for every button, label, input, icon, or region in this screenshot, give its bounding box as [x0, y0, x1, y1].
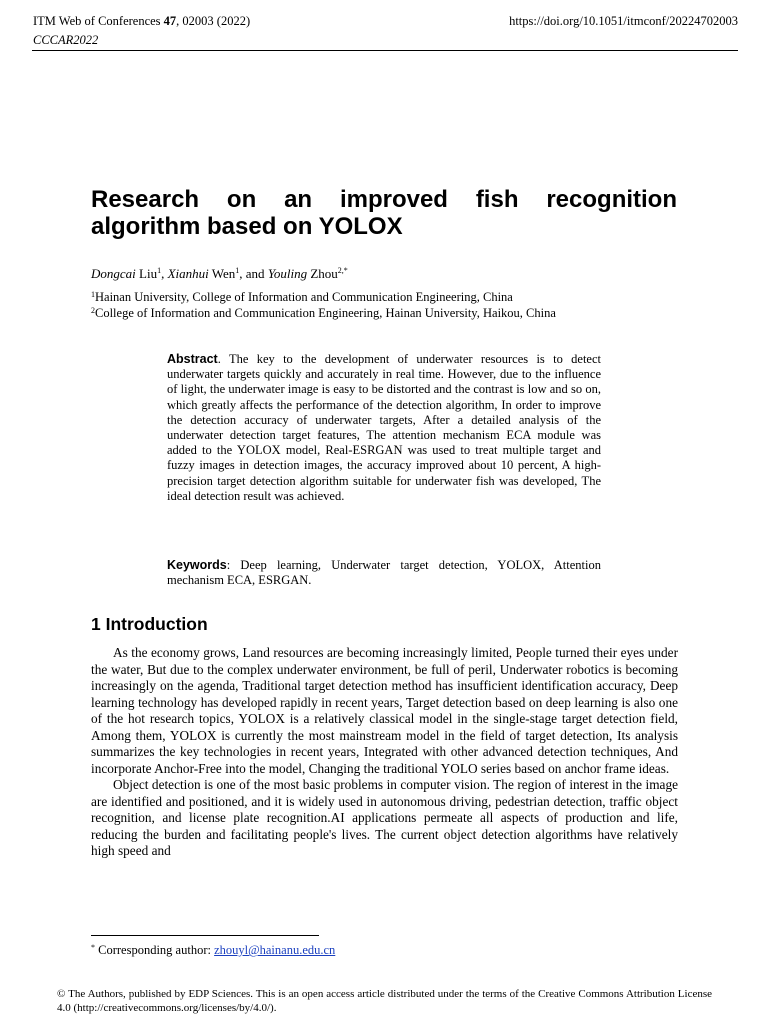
article-number-year: , 02003 (2022) [176, 14, 251, 28]
author-family-name: Zhou [307, 266, 338, 281]
author-affiliation-mark: 2,* [337, 266, 348, 275]
paper-title: Research on an improved fish recognition algorithm based on YOLOX [91, 186, 677, 240]
author-given-name: Dongcai [91, 266, 136, 281]
corresponding-email-link[interactable]: zhouyl@hainanu.edu.cn [214, 943, 336, 957]
author [168, 266, 268, 281]
body-paragraph: Object detection is one of the most basic problems in computer vision. The region of interest in the image are identified and positioned, and it is widely used in autonomous driving, pedestrian detection, traffic object recognition, and license plate recognition.AI applications permeate all aspects of production and life, reducing the burden and facilitating people's lives. The current object detection algorithms have relatively high speed and [91, 777, 678, 858]
author-list [91, 265, 348, 283]
author-affiliation-mark: 1 [157, 266, 162, 275]
footnote-label: Corresponding author: [95, 943, 215, 957]
abstract-text: . The key to the development of underwater resources is to detect underwater targets quickly and accurately in real time. However, due to the influence of light, the underwater image is easy to be distorted and the contrast is low and so on, which greatly affects the performance of the detection algorithm, In order to improve the detection accuracy of underwater targets, After a detailed analysis of the underwater detection target features, The attention mechanism ECA module was added to the YOLOX model, Real-ESRGAN was used to treat multiple target and fuzzy images in detection images, the accuracy improved about 10 percent, A high-precision target detection algorithm suitable for underwater fish was developed, The ideal detection result was achieved. [167, 352, 601, 503]
journal-name: ITM Web of Conferences [33, 14, 164, 28]
abstract [167, 352, 601, 504]
body-paragraph: As the economy grows, Land resources are becoming increasingly limited, People turned their eyes under the water, But due to the complex underwater environment, be full of peril, Underwater robotics is becoming increasingly on the agenda, Traditional target detection method has insufficient identification accuracy, Deep learning technology has developed rapidly in recent years, Target detection based on deep learning is also one of the hot research topics, YOLOX is a relatively classical model in the single-stage target detection field, Among them, YOLOX is currently the most mainstream model in the field of target detection, Its analysis summarizes the key technologies in recent years, Integrated with other advanced detection techniques, And incorporate Anchor-Free into the model, Changing the traditional YOLO series based on anchor frame ideas. [91, 645, 678, 776]
keywords-text: : Deep learning, Underwater target detection, YOLOX, Attention mechanism ECA, ESRGAN. [167, 558, 601, 588]
affiliation-text: Hainan University, College of Information and Communication Engineering, China [95, 290, 513, 304]
author-given-name: Xianhui [167, 266, 209, 281]
footnote [91, 942, 335, 958]
footnote-mark: * [91, 943, 95, 952]
author-family-name: Wen [208, 266, 236, 281]
author-separator: , and [239, 266, 268, 281]
license-notice: © The Authors, published by EDP Sciences. This is an open access article distributed under the terms of the Creative Commons Attribution License 4.0 (http://creativecommons.org/licenses/by/4.0/). [57, 988, 712, 1014]
running-header [33, 12, 250, 50]
doi-link[interactable]: https://doi.org/10.1051/itmconf/20224702003 [509, 14, 738, 28]
journal-volume: 47 [163, 14, 177, 28]
author-affiliation-mark: 1 [235, 266, 240, 275]
affiliation-text: College of Information and Communication Engineering, Hainan University, Haikou, China [95, 306, 556, 320]
footnote-divider [91, 935, 319, 936]
affiliation [91, 289, 513, 305]
keywords-label: Keywords [167, 558, 227, 572]
author-family-name: Liu [135, 266, 158, 281]
affiliation [91, 305, 556, 321]
author [268, 266, 348, 281]
author-given-name: Youling [267, 266, 308, 281]
affiliation-number: 1 [91, 290, 95, 299]
author-separator: , [161, 266, 168, 281]
section-body [91, 645, 678, 860]
section-heading: 1 Introduction [91, 614, 208, 634]
abstract-label: Abstract [167, 352, 218, 366]
author [91, 266, 168, 281]
header-divider [32, 50, 738, 51]
journal-citation [33, 12, 250, 31]
affiliation-number: 2 [91, 306, 95, 315]
keywords [167, 558, 601, 588]
conference-name: CCCAR2022 [33, 33, 99, 47]
